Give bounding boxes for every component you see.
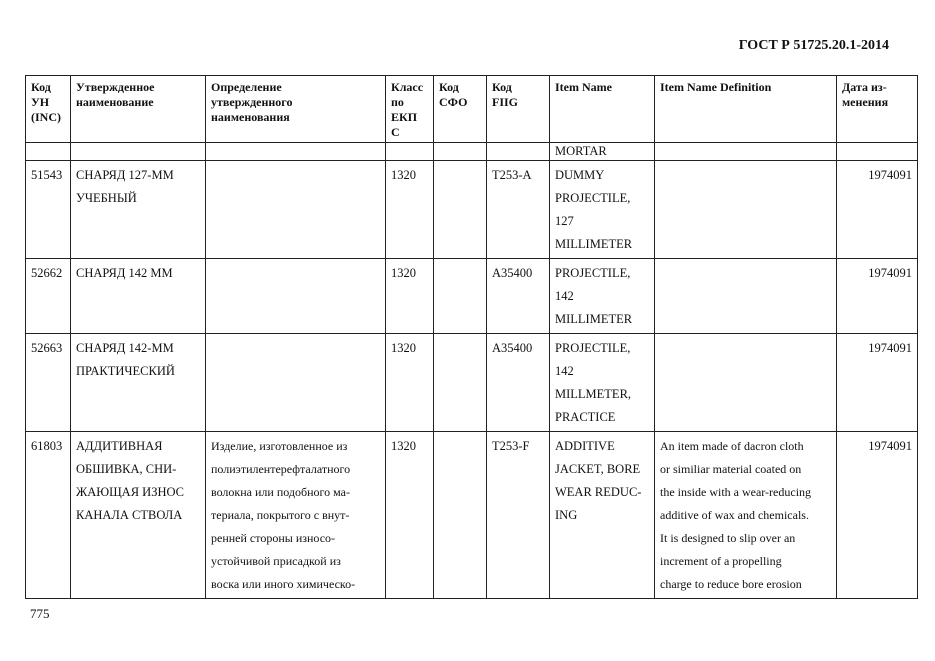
cell-item-name: MORTAR: [550, 143, 655, 161]
cell-item-name: PROJECTILE, 142 MILLIMETER: [550, 259, 655, 334]
cell-code: 52663: [26, 334, 71, 432]
cell-class: 1320: [386, 334, 434, 432]
cell-sfo: [434, 334, 487, 432]
cell-code: [26, 143, 71, 161]
table-header-row: [26, 76, 918, 143]
header-item-name: Item Name: [550, 76, 655, 143]
cell-fiig: A35400: [487, 334, 550, 432]
cell-fiig: T253-F: [487, 432, 550, 599]
cell-name: [71, 143, 206, 161]
cell-sfo: [434, 161, 487, 259]
cell-code: 61803: [26, 432, 71, 599]
cell-item-def: [655, 143, 837, 161]
cell-date: 1974091: [837, 432, 918, 599]
cell-name: АДДИТИВНАЯ ОБШИВКА, СНИ- ЖАЮЩАЯ ИЗНОС КАНАЛА СТВОЛА: [71, 432, 206, 599]
page-number: 775: [30, 606, 50, 621]
header-sfo-code: Код СФО: [434, 76, 487, 143]
cell-definition: [206, 143, 386, 161]
header-ekp-class: Класс по ЕКП С: [386, 76, 434, 143]
cell-sfo: [434, 143, 487, 161]
cell-date: [837, 143, 918, 161]
table-row: [26, 161, 918, 259]
cell-definition: Изделие, изготовленное из полиэтилентерефталатного волокна или подобного ма- териала, покрытого с внут- ренней стороны износо- устойчивой присадкой из воска или иного химическо-: [206, 432, 386, 599]
cell-date: 1974091: [837, 334, 918, 432]
cell-name: СНАРЯД 142-ММ ПРАКТИЧЕСКИЙ: [71, 334, 206, 432]
cell-class: 1320: [386, 259, 434, 334]
cell-date: 1974091: [837, 259, 918, 334]
cell-item-def: An item made of dacron cloth or similiar material coated on the inside with a wear-reducing additive of wax and chemicals. It is designed to slip over an increment of a propelling charge to reduce bore erosion: [655, 432, 837, 599]
cell-fiig: T253-A: [487, 161, 550, 259]
cell-class: [386, 143, 434, 161]
cell-item-def: [655, 334, 837, 432]
cell-item-def: [655, 161, 837, 259]
cell-class: 1320: [386, 161, 434, 259]
document-header: ГОСТ Р 51725.20.1-2014: [738, 38, 889, 53]
cell-definition: [206, 161, 386, 259]
header-code-inc: Код УН (INC): [26, 76, 71, 143]
table-row: [26, 334, 918, 432]
cell-item-name: DUMMY PROJECTILE, 127 MILLIMETER: [550, 161, 655, 259]
cell-definition: [206, 334, 386, 432]
header-fiig-code: Код FIIG: [487, 76, 550, 143]
cell-fiig: [487, 143, 550, 161]
cell-item-name: ADDITIVE JACKET, BORE WEAR REDUC- ING: [550, 432, 655, 599]
cell-code: 51543: [26, 161, 71, 259]
table-row: [26, 432, 918, 599]
cell-name: СНАРЯД 142 ММ: [71, 259, 206, 334]
table-row: [26, 259, 918, 334]
header-item-name-definition: Item Name Definition: [655, 76, 837, 143]
cell-item-name: PROJECTILE, 142 MILLMETER, PRACTICE: [550, 334, 655, 432]
cell-code: 52662: [26, 259, 71, 334]
cell-class: 1320: [386, 432, 434, 599]
cell-sfo: [434, 259, 487, 334]
table-row: [26, 143, 918, 161]
nomenclature-table: [25, 75, 918, 599]
cell-name: СНАРЯД 127-ММ УЧЕБНЫЙ: [71, 161, 206, 259]
header-definition: Определение утвержденного наименования: [206, 76, 386, 143]
cell-fiig: A35400: [487, 259, 550, 334]
cell-date: 1974091: [837, 161, 918, 259]
cell-item-def: [655, 259, 837, 334]
cell-definition: [206, 259, 386, 334]
header-date-changed: Дата из- менения: [837, 76, 918, 143]
cell-sfo: [434, 432, 487, 599]
header-approved-name: Утвержденное наименование: [71, 76, 206, 143]
